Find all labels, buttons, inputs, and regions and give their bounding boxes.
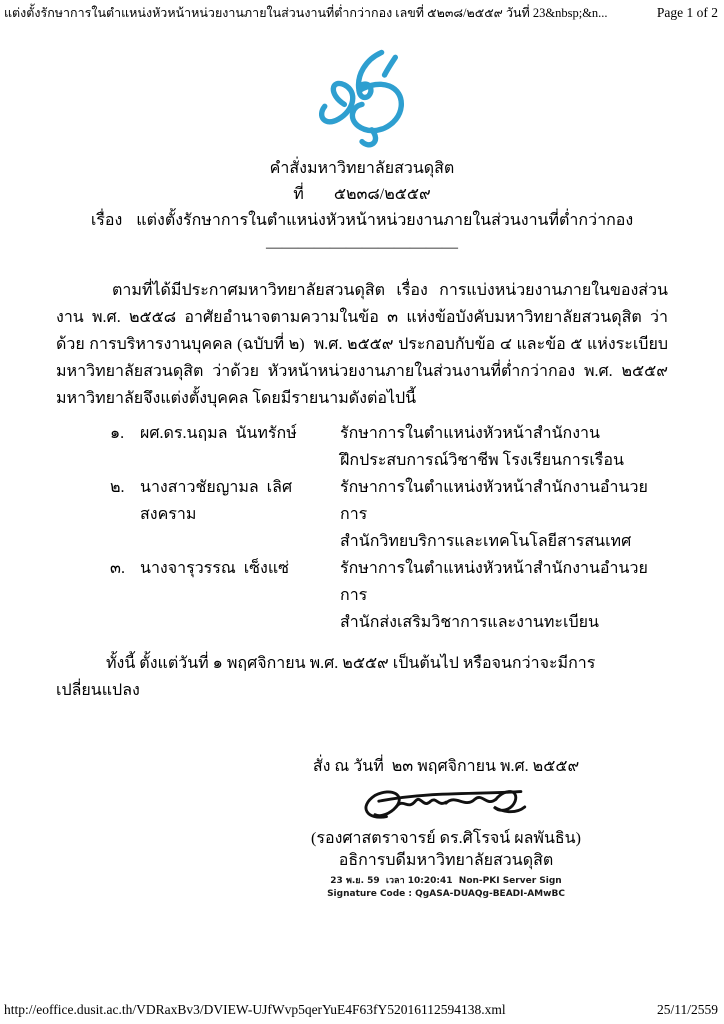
appointment-number: ๒. [110,479,125,496]
university-logo [56,47,668,151]
document-number-line [56,182,668,208]
effective-date-line: ทั้งนี้ ตั้งแต่วันที่ ๑ พฤศจิกายน พ.ศ. ๒๕๕๙ เป็นต้นไป หรือจนกว่าจะมีการเปลี่ยนแปลง [56,655,596,699]
appointment-number: ๑. [110,425,125,442]
signer-title: อธิการบดีมหาวิทยาลัยสวนดุสิต [338,852,554,869]
position-line-2: สำนักส่งเสริมวิชาการและงานทะเบียน [340,614,599,631]
document-subject-label: เรื่อง [90,212,123,229]
divider-line: ———————————— [266,239,458,256]
print-header-title: แต่งตั้งรักษาการในตำแหน่งหัวหน้าหน่วยงานภายในส่วนงานที่ต่ำกว่ากอง เลขที่ ๕๒๓๘/๒๕๕๙ วันที่ 23&nbsp;&n... [4,6,608,20]
appointee-name: ผศ.ดร.นฤมล นันทรักษ์ [140,425,297,442]
position-line-2: ฝึกประสบการณ์วิชาชีพ โรงเรียนการเรือน [340,452,624,469]
appointment-position [340,555,668,636]
order-date-line: สั่ง ณ วันที่ ๒๓ พฤศจิกายน พ.ศ. ๒๕๕๙ [312,758,580,775]
document-number: ๕๒๓๘/๒๕๕๙ [333,186,431,203]
appointment-list [110,420,668,636]
appointment-row [110,420,668,474]
appointment-number: ๓. [110,560,125,577]
title-block [56,156,668,260]
body-paragraph: ตามที่ได้มีประกาศมหาวิทยาลัยสวนดุสิต เรื่อง การแบ่งหน่วยงานภายในของส่วนงาน พ.ศ. ๒๕๕๘ อาศัยอำนาจตามความในข้อ ๓ แห่งข้อบังคับมหาวิทยาลัยสวนดุสิต ว่าด้วย การบริหารงานบุคคล (ฉบับที่ ๒) พ.ศ. ๒๕๕๙ ประกอบกับข้อ ๔ และข้อ ๕ แห่งระเบียบมหาวิทยาลัยสวนดุสิต ว่าด้วย หัวหน้าหน่วยงานภายในส่วนงานที่ต่ำกว่ากอง พ.ศ. ๒๕๕๙ มหาวิทยาลัยจึงแต่งตั้งบุคคล โดยมีรายนามดังต่อไปนี้ [56,282,672,407]
signature-block [186,753,706,901]
position-line-1: รักษาการในตำแหน่งหัวหน้าสำนักงานอำนวยการ [340,479,648,523]
position-line-1: รักษาการในตำแหน่งหัวหน้าสำนักงานอำนวยการ [340,560,648,604]
university-logo-monogram [313,47,411,151]
document-subject-line [56,208,668,234]
document-number-label: ที่ [293,186,304,203]
document-subject: แต่งตั้งรักษาการในตำแหน่งหัวหน้าหน่วยงานภายในส่วนงานที่ต่ำกว่ากอง [136,212,634,229]
signature-scribble [346,782,546,830]
signer-name: (รองศาสตราจารย์ ดร.ศิโรจน์ ผลพันธิน) [311,830,581,847]
appointment-row [110,555,668,636]
position-line-1: รักษาการในตำแหน่งหัวหน้าสำนักงาน [340,425,600,442]
position-line-2: สำนักวิทยบริการและเทคโนโลยีสารสนเทศ [340,533,632,550]
document-url: http://eoffice.dusit.ac.th/VDRaxBv3/DVIEW-UJfWvp5qerYuE4F63fY52016112594138.xml [4,1002,506,1017]
signature-timestamp: 23 พ.ย. 59 เวลา 10:20:41 Non-PKI Server Sign [330,876,562,886]
page-indicator: Page 1 of 2 [656,5,718,20]
appointee-name: นางจารุวรรณ เซ็งแซ่ [140,560,290,577]
appointee-name: นางสาวชัยญามล เลิศสงคราม [140,479,293,523]
appointment-position [340,474,668,555]
print-date: 25/11/2559 [656,1002,718,1017]
signature-image [186,782,706,830]
document-title: คำสั่งมหาวิทยาลัยสวนดุสิต [269,160,455,177]
appointment-row [110,474,668,555]
print-footer [4,1002,718,1018]
signature-code: Signature Code : QgASA-DUAQg-BEADI-AMwBC [327,889,565,899]
appointment-position [340,420,668,474]
